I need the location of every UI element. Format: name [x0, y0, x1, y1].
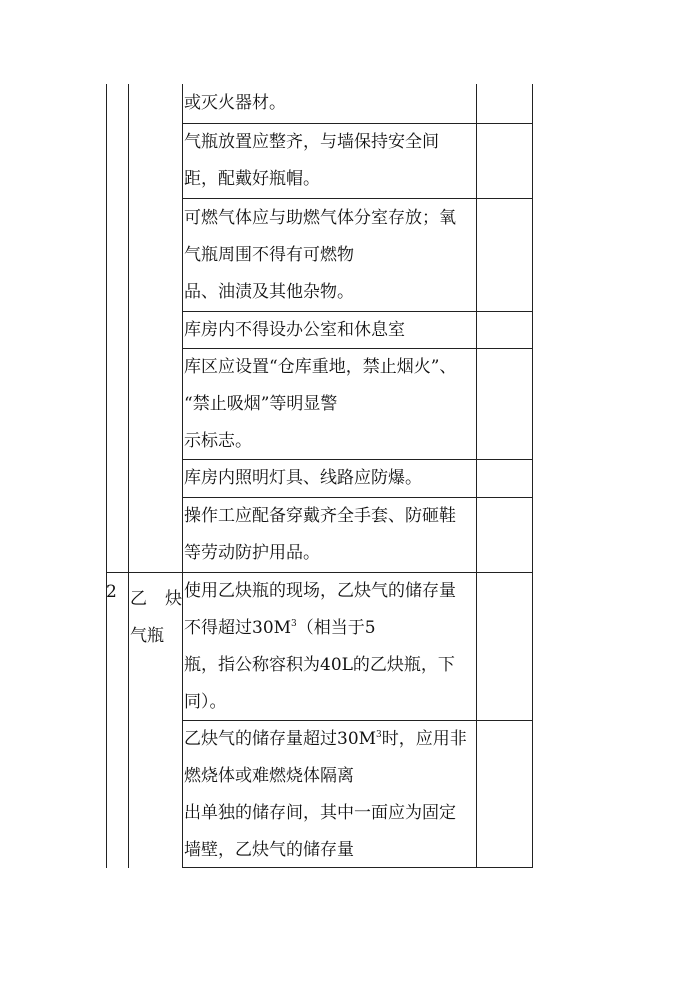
- cell-text-line: 示标志。: [184, 431, 252, 451]
- table-row: [184, 200, 480, 311]
- cell-text-line: 库房内照明灯具、线路应防爆。: [184, 468, 422, 488]
- table-row: [184, 85, 480, 122]
- cell-text-line: 燃烧体或难燃烧体隔离: [184, 766, 354, 786]
- table-row: [184, 460, 480, 497]
- cell-text-line: 同）。: [184, 692, 227, 712]
- category-line: [130, 581, 182, 618]
- superscript: 3: [376, 730, 382, 740]
- table-row: [184, 573, 480, 721]
- table-border-right: [532, 84, 533, 868]
- text-run: 时，应用非: [381, 729, 467, 749]
- cell-text-line: “禁止吸烟”等明显警: [184, 394, 338, 414]
- table-row: [184, 721, 480, 869]
- table-row: [184, 498, 480, 572]
- cell-text-line: 可燃气体应与助燃气体分室存放；氧: [184, 208, 456, 228]
- cell-text-line: 品、油渍及其他杂物。: [184, 282, 354, 302]
- category-line: 气瓶: [130, 626, 164, 646]
- cell-text-line: 库房内不得设办公室和休息室: [184, 320, 405, 340]
- text-run: （相当于5: [296, 618, 376, 638]
- table-row: [184, 349, 480, 460]
- table-border-left: [106, 84, 107, 868]
- superscript: 3: [291, 619, 297, 629]
- cell-text-line: [184, 721, 480, 758]
- table-row: [184, 312, 480, 349]
- cell-text-line: 操作工应配备穿戴齐全手套、防砸鞋: [184, 506, 456, 526]
- category-char: 乙: [130, 589, 147, 609]
- text-run: 乙炔气的储存量超过30M: [184, 729, 377, 749]
- item-category: [130, 581, 184, 655]
- cell-text-line: 距，配戴好瓶帽。: [184, 169, 320, 189]
- text-run: 不得超过30M: [184, 618, 292, 638]
- row-divider: [182, 198, 533, 199]
- cell-text-line: 库区应设置“仓库重地，禁止烟火”、: [184, 357, 457, 377]
- cell-text-line: 出单独的储存间，其中一面应为固定: [184, 803, 456, 823]
- table-row: [184, 124, 480, 198]
- cell-text-line: 使用乙炔瓶的现场，乙炔气的储存量: [184, 581, 456, 601]
- cell-text-line: 或灭火器材。: [184, 93, 286, 113]
- category-char: 炔: [165, 589, 182, 609]
- table-column-divider-1: [128, 84, 129, 868]
- item-number: 2: [106, 582, 117, 602]
- cell-text-line: 瓶，指公称容积为40L的乙炔瓶，下: [184, 655, 455, 675]
- cell-text-line: 气瓶周围不得有可燃物: [184, 245, 354, 265]
- table-column-divider-2: [182, 84, 183, 868]
- cell-text-line: 墙壁，乙炔气的储存量: [184, 840, 354, 860]
- cell-text-line: 等劳动防护用品。: [184, 543, 320, 563]
- cell-text-line: [184, 610, 480, 647]
- cell-text-line: 气瓶放置应整齐，与墙保持安全间: [184, 132, 439, 152]
